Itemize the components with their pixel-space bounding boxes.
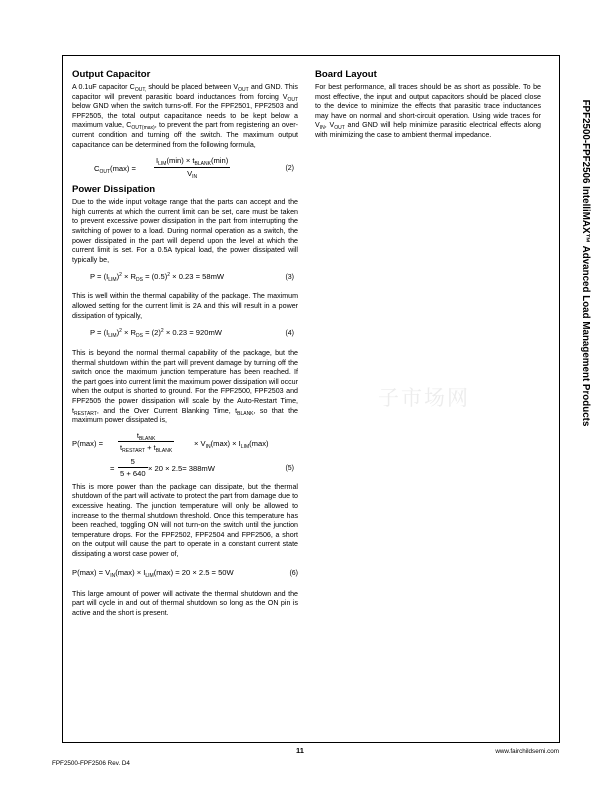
output-capacitor-heading: Output Capacitor — [72, 69, 151, 80]
power-dissipation-paragraph-1: Due to the wide input voltage range that the parts can accept and the high currents at which the current limit can be set, care must be taken to prevent excessive power dissipation in the part from interrupting the switching of power to a load. During normal operation as a switch, the power dissipated in the part will depend upon the level at which the current limit is set. For a 0.5A typical load, the power dissipated will typically be, — [72, 198, 298, 264]
equation-5-line-2: = $\frac{5}{5 + 640}$ × 20 × 2.5= 388mW (5) — [110, 456, 294, 479]
power-dissipation-heading: Power Dissipation — [72, 184, 156, 196]
equation-5-line-1: P(max) = $t_{BLANK}$ $t_{RESTART} + t_{BLANK}$ × $V_{IN}(\max) \times I_{LIM}(\max)$ — [72, 430, 269, 455]
equation-3: $P = (I_{LIM})^2 \times R_{DS} = (0.5)^2 \times 0.23 = 58mW$ (3) — [90, 272, 294, 284]
power-dissipation-paragraph-3: This is beyond the normal thermal capability of the package, but the thermal shutdown within the part will prevent damage by turning off the switch once the maximum junction temperature has been reached. If the part goes into current limit the maximum power dissipation will occur when the output is shorted to ground. For the FPF2500, FPF2503 and FPF2505 the power dissipation will scale by the Auto-Restart Time, $t_{RESTART}$, and the Over Current Blanking Time, $t_{BLANK}$, so that the maximum power dissipated is, — [72, 349, 298, 425]
page-number: 11 — [296, 746, 304, 755]
output-capacitor-paragraph: A 0.1uF capacitor $C_{OUT,}$ should be placed between $V_{OUT}$ and GND. This capacitor will prevent parasitic board inductances from forcing $V_{OUT}$ below GND when the switch turns-off. For the FPF2501, FPF2503 and FPF2505, the total output capacitance needs to be kept below a maximum value, $C_{OUT(max)}$, to prevent the part from registering an over-current condition and turning off the switch. The maximum output capacitance can be determined from the following formula, — [72, 83, 298, 149]
power-dissipation-paragraph-5: This large amount of power will activate the thermal shutdown and the part will cycle in and out of thermal shutdown so long as the ON pin is active and the short is present. — [72, 589, 298, 617]
left-column — [72, 69, 298, 618]
board-layout-heading: Board Layout — [315, 69, 377, 80]
board-layout-paragraph: For best performance, all traces should be as short as possible. To be most effective, the input and output capacitors should be placed close to the device to minimize the effects that parasitic trace inductances may have on normal and short-circuit operation. Using wide traces for $V_{IN}$, $V_{OUT}$ and GND will help minimize parasitic electrical effects along with minimizing the case to ambient thermal impedance. — [315, 83, 541, 139]
equation-4-number: (4) — [285, 330, 294, 338]
right-column — [315, 69, 541, 141]
power-dissipation-paragraph-2: This is well within the thermal capability of the package. The maximum allowed setting for the current limit is 2A and this will result in a power dissipation of typically, — [72, 292, 298, 320]
footer-url[interactable]: www.fairchildsemi.com — [495, 748, 559, 755]
equation-3-number: (3) — [285, 274, 294, 282]
equation-6: $P(\max) = V_{IN}(\max) \times I_{LIM}(\max) = 20 \times 2.5 = 50W$ (6) — [72, 567, 298, 579]
footer-revision: FPF2500-FPF2506 Rev. D4 — [52, 760, 130, 767]
equation-2-number: (2) — [285, 165, 294, 173]
power-dissipation-paragraph-4: This is more power than the package can dissipate, but the thermal shutdown of the part will activate to protect the part from damage due to excessive heating. The junction temperature will only be allowed to increase to the thermal shutdown threshold. Once this temperature has been reached, toggling ON will not turn-on the switch until the junction temperature drops. For the FPF2502, FPF2504 and FPF2506, a short on the output will cause the part to operate in a constant current state dissipating a worst case power of, — [72, 482, 298, 558]
equation-5-number: (5) — [285, 465, 294, 473]
equation-2: $C_{OUT}(\max)$ = $I_{LIM}(\min) \times t_{BLANK}(\min)$ $V_{IN}$ (2) — [94, 156, 294, 180]
sidebar-title: FPF2500-FPF2506 IntelliMAX™ Advanced Load Management Products — [580, 99, 591, 427]
watermark: 子市场网 — [378, 386, 470, 410]
equation-4: $P = (I_{LIM})^2 \times R_{DS} = (2)^2 \times 0.23 = 920mW$ (4) — [90, 328, 294, 340]
equation-6-number: (6) — [289, 569, 298, 577]
